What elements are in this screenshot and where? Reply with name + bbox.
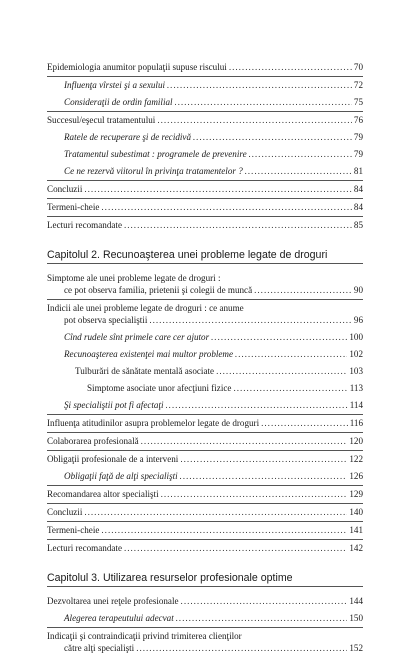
toc-entry-label: Indicaţii şi contraindicaţii privind trimiterea clienţilor [47,631,242,641]
toc-entry-label: Concluzii [47,184,83,194]
toc-entry-specialistii-afectati[interactable] [47,397,363,415]
toc-entry-continuation [47,642,363,654]
toc-entry-label: Tulburări de sănătate mentală asociate [75,366,215,376]
dot-leader [235,348,347,360]
toc-entry-alegerea-terapeutului[interactable] [47,610,363,628]
dot-leader [233,382,347,394]
dot-leader [149,314,352,326]
toc-page-number: 126 [349,471,363,481]
toc-page-number: 85 [353,220,363,230]
toc-entry-label: Ratele de recuperare şi de recidivă [64,132,192,142]
toc-page-number: 90 [353,285,363,295]
toc-entry-consideratii-familial[interactable] [47,94,363,112]
toc-entry-ratele-recuperare[interactable] [47,129,363,146]
dot-leader [180,453,347,465]
toc-entry-concluzii-ch2[interactable] [47,504,363,522]
toc-page-number: 141 [349,525,363,535]
toc-page-number: 103 [349,366,363,376]
dot-leader [254,284,352,296]
toc-entry-termeni-cheie-ch2[interactable] [47,522,363,540]
toc-entry-label: Succesul/eşecul tratamentului [47,115,156,125]
toc-entry-cind-rudele[interactable] [47,329,363,346]
toc-page-number: 70 [353,62,363,72]
toc-entry-obligatii-interveni[interactable] [47,451,363,468]
toc-entry-recunoasterea-problemelor[interactable] [47,346,363,363]
toc-entry-label: Colaborarea profesională [47,436,139,446]
dot-leader [124,219,352,231]
toc-entry-label-line2: ce pot observa familia, prietenii şi colegii de muncă [64,285,253,295]
toc-page-number: 150 [349,613,363,623]
dot-leader [181,595,348,607]
dot-leader [157,114,352,126]
dot-leader [136,642,347,654]
dot-leader [124,542,347,554]
toc-page-number: 140 [349,507,363,517]
dot-leader [141,435,348,447]
dot-leader [176,612,348,624]
toc-page-number: 81 [353,166,363,176]
toc-entry-label-line2: către alţi specialişti [64,643,135,653]
toc-entry-label: Simptome ale unei probleme legate de droguri : [47,273,221,283]
dot-leader [84,183,352,195]
toc-entry-label: Recomandarea altor specialişti [47,489,159,499]
toc-entry-colaborarea-profesionala[interactable] [47,433,363,451]
toc-entry-tratamentul-subestimat[interactable] [47,146,363,163]
toc-page-number: 120 [349,436,363,446]
toc-entry-label: Influenţa atitudinilor asupra problemelor legate de droguri [47,418,260,428]
toc-page-number: 79 [353,149,363,159]
toc-entry-label: Concluzii [47,507,83,517]
toc-entry-label: Alegerea terapeutului adecvat [64,613,174,623]
toc-entry-label: Dezvoltarea unei reţele profesionale [47,596,179,606]
dot-leader [180,470,348,482]
toc-page-number: 142 [349,543,363,553]
dot-leader [211,331,347,343]
chapter-3-heading[interactable]: Capitolul 3. Utilizarea resurselor profesionale optime [47,571,363,587]
toc-entry-dezvoltarea-retele[interactable] [47,593,363,610]
toc-entry-label: Lecturi recomandate [47,220,122,230]
dot-leader [167,79,352,91]
toc-page-number: 84 [353,184,363,194]
toc-entry-label: Influenţa vîrstei şi a sexului [64,80,166,90]
dot-leader [245,165,352,177]
toc-entry-label: Obligaţii profesionale de a interveni [47,454,179,464]
toc-entry-label: Recunoaşterea existenţei mai multor probleme [64,349,234,359]
toc-entry-label: Ce ne rezervă viitorul în privinţa tratamentelor ? [64,166,243,176]
toc-entry-indicii[interactable] [47,300,363,329]
toc-page-number: 113 [349,383,363,393]
toc-page-number: 144 [349,596,363,606]
toc-entry-label: Termeni-cheie [47,525,100,535]
toc-entry-lecturi-ch2[interactable] [47,540,363,557]
toc-entry-label: Cînd rudele sînt primele care cer ajutor [64,332,210,342]
toc-entry-indicatii[interactable] [47,628,363,657]
toc-entry-recomandarea-specialisti[interactable] [47,486,363,504]
toc-entry-simptome-fizice[interactable] [47,380,363,397]
dot-leader [261,417,348,429]
dot-leader [193,131,352,143]
toc-page-number: 84 [353,202,363,212]
toc-page-number: 79 [353,132,363,142]
toc-entry-label: Indicii ale unei probleme legate de droguri : ce anume [47,303,244,313]
toc-entry-lecturi-recomandate[interactable] [47,217,363,234]
toc-page-number: 129 [349,489,363,499]
toc-entry-epidemiologia[interactable] [47,59,363,77]
dot-leader [216,365,347,377]
toc-page-number: 102 [349,349,363,359]
toc-entry-influenta-atitudinilor[interactable] [47,415,363,433]
toc-entry-label: Consideraţii de ordin familial [64,97,173,107]
toc-entry-obligatii-specialisti[interactable] [47,468,363,486]
toc-page-number: 152 [349,643,363,653]
toc-page-number: 96 [353,315,363,325]
toc-entry-label: Termeni-cheie [47,202,100,212]
toc-entry-label: Şi specialiştii pot fi afectaţi [64,400,164,410]
toc-entry-label: Lecturi recomandate [47,543,122,553]
toc-entry-label-line2: pot observa specialiştii [64,315,148,325]
toc-page-number: 100 [349,332,363,342]
toc-entry-simptome[interactable] [47,270,363,300]
toc-entry-tulburari-mentale[interactable] [47,363,363,380]
toc-entry-termeni-cheie[interactable] [47,199,363,217]
toc-entry-succesul-esecul[interactable] [47,112,363,129]
toc-entry-continuation [47,284,363,296]
dot-leader [101,201,352,213]
toc-page-number: 72 [353,80,363,90]
toc-entry-viitorul-tratamentelor[interactable] [47,163,363,181]
chapter-2-heading[interactable]: Capitolul 2. Recunoaşterea unei probleme legate de droguri [47,248,363,264]
toc-entry-label: Epidemiologia anumitor populaţii supuse riscului [47,62,227,72]
toc-entry-label: Tratamentul subestimat : programele de prevenire [64,149,247,159]
toc-entry-label: Simptome asociate unor afecţiuni fizice [87,383,232,393]
toc-page-number: 116 [349,418,363,428]
toc-page-number: 122 [349,454,363,464]
toc-entry-continuation [47,314,363,326]
toc-page-number: 76 [353,115,363,125]
table-of-contents [47,59,363,657]
dot-leader [161,488,348,500]
toc-entry-influenta-virstei[interactable] [47,77,363,94]
toc-page-number: 114 [349,400,363,410]
dot-leader [166,399,348,411]
toc-entry-label: Obligaţii faţă de alţi specialişti [64,471,178,481]
dot-leader [229,61,352,73]
dot-leader [84,506,347,518]
dot-leader [249,148,352,160]
toc-entry-concluzii[interactable] [47,181,363,199]
toc-page-number: 75 [353,97,363,107]
dot-leader [101,524,347,536]
dot-leader [175,96,352,108]
